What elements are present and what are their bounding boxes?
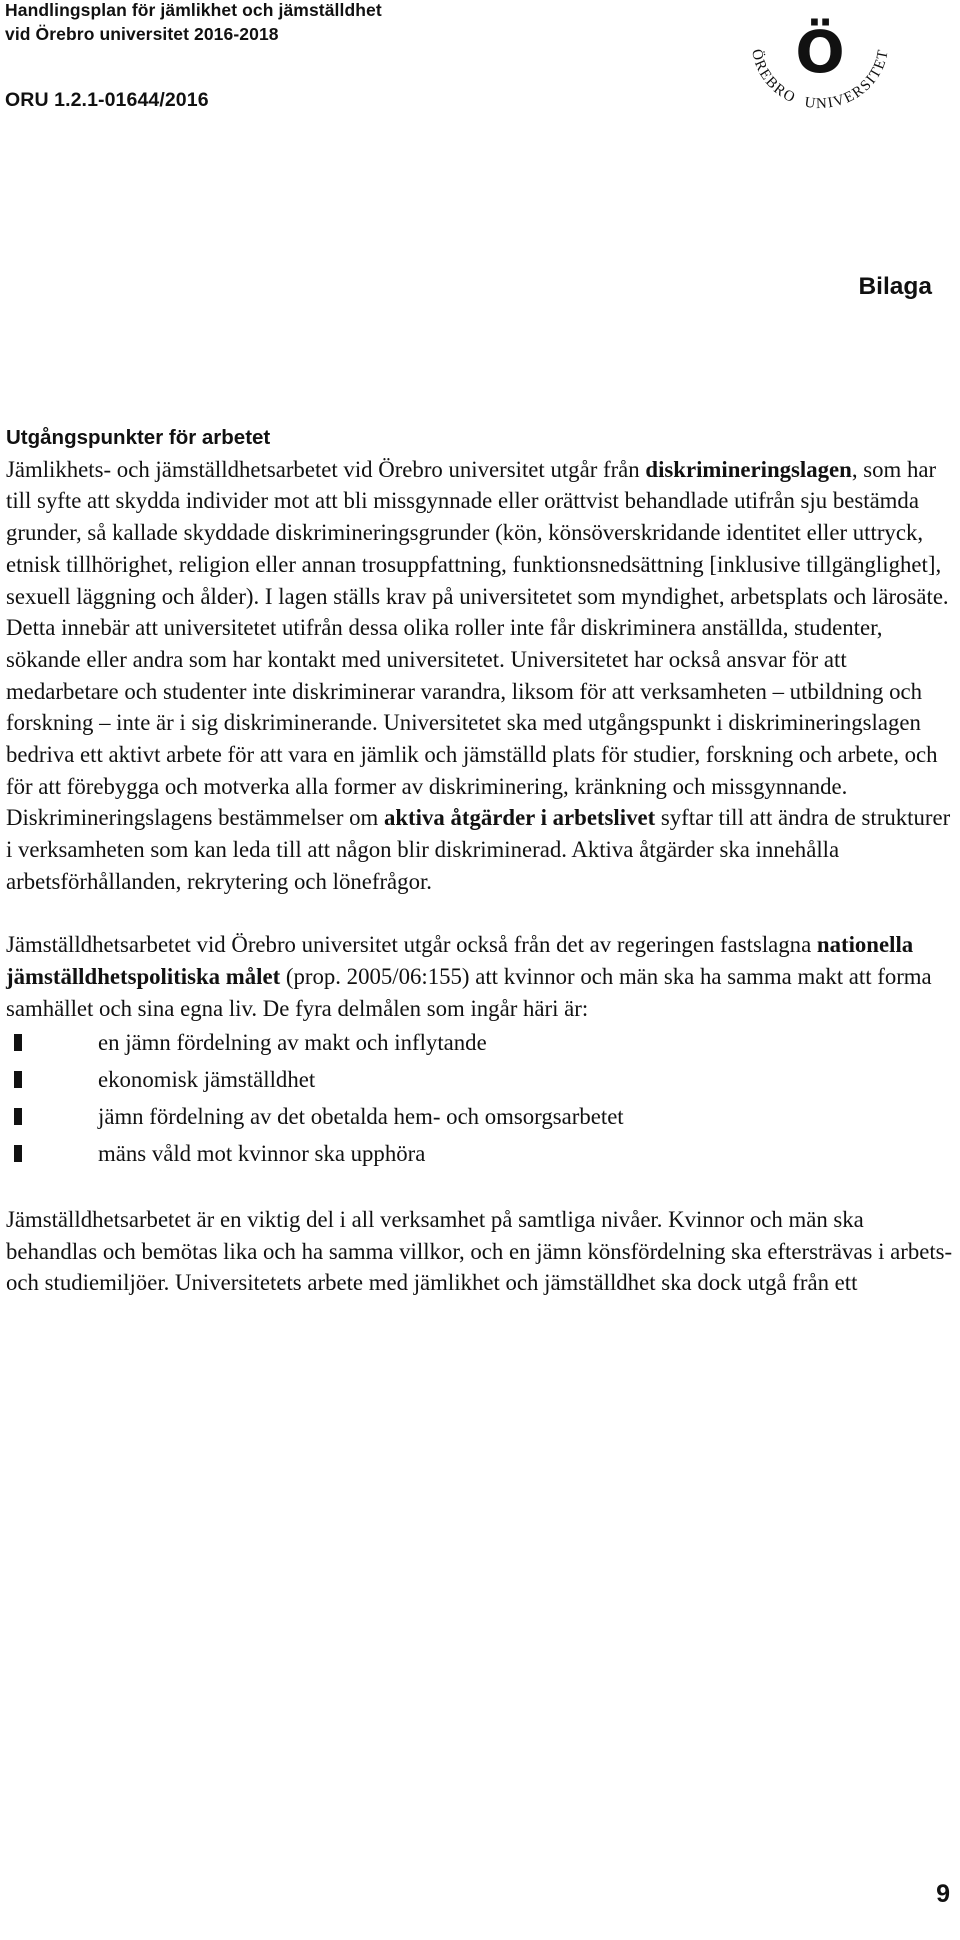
- document-reference-number: ORU 1.2.1-01644/2016: [5, 89, 209, 111]
- paragraph-1-lead: Jämlikhets- och jämställdhetsarbetet vid Örebro universitet utgår från: [6, 456, 646, 482]
- list-item-text: mäns våld mot kvinnor ska upphöra: [98, 1141, 426, 1167]
- logo-text-universitet: UNIVERSITET: [803, 47, 892, 113]
- paragraph-gender-equality-goal: [6, 929, 954, 1024]
- paragraph-1-middle: , som har till syfte att skydda individer mot att bli missgynnade eller orättvist behandlade utifrån sju bestämda grunder, så kallade skyddade diskrimineringsgrunder (kön, könsöverskridande identitet eller uttryck, etnisk tillhörighet, religion eller annan trosuppfattning, funktionsnedsättning [inklusive tillgänglighet], sexuell läggning och ålder). I lagen ställs krav på universitetet som myndighet, arbetsplats och lärosäte. Detta innebär att universitetet utifrån dessa olika roller inte får diskriminera anställda, studenter, sökande eller andra som har kontakt med universitetet. Universitetet har också ansvar för att medarbetare och studenter inte diskriminerar varandra, liksom för att verksamheten – utbildning och forskning – inte är i sig diskriminerande. Universitetet ska med utgångspunkt i diskrimineringslagen bedriva ett aktivt arbete för att vara en jämlik och jämställd plats för studier, forskning och arbete, och för att förebygga och motverka alla former av diskriminering, kränkning och missgynnande. Diskrimineringslagens bestämmelser om: [6, 456, 949, 831]
- list-item: [6, 1061, 954, 1098]
- square-bullet-icon: [14, 1108, 22, 1125]
- paragraph-discrimination-act: [6, 454, 954, 898]
- square-bullet-icon: [14, 1071, 22, 1088]
- list-item: [6, 1098, 954, 1135]
- list-item-text: en jämn fördelning av makt och inflytande: [98, 1030, 487, 1056]
- annex-label: Bilaga: [858, 273, 932, 300]
- list-item-text: jämn fördelning av det obetalda hem- och omsorgsarbetet: [98, 1104, 624, 1130]
- logo-letter: Ö: [795, 18, 845, 86]
- term-national-equality-goal: nationella jämställdhetspolitiska målet: [6, 932, 914, 989]
- square-bullet-icon: [14, 1145, 22, 1162]
- paragraph-equality-work: Jämställdhetsarbetet är en viktig del i all verksamhet på samtliga nivåer. Kvinnor och män ska behandlas och bemötas lika och ha samma villkor, och en jämn könsfördelning ska eftersträvas i arbets- och studiemiljöer. Universitetets arbete med jämlikhet och jämställdhet ska dock utgå från ett: [6, 1207, 953, 1296]
- list-item-text: ekonomisk jämställdhet: [98, 1067, 316, 1093]
- sub-goals-list: [6, 1024, 954, 1172]
- paragraph-2-tail: (prop. 2005/06:155) att kvinnor och män ska ha samma makt att forma samhället och sina egna liv. De fyra delmålen som ingår häri är:: [6, 963, 932, 1021]
- header-title-line2: vid Örebro universitet 2016-2018: [5, 24, 279, 44]
- term-discrimination-act: diskrimineringslagen: [645, 456, 852, 482]
- list-item: [6, 1024, 954, 1061]
- page-number: 9: [936, 1880, 950, 1908]
- list-item: [6, 1135, 954, 1172]
- header-title-line1: Handlingsplan för jämlikhet och jämställdhet: [5, 0, 382, 20]
- section-heading: Utgångspunkter för arbetet: [6, 426, 271, 449]
- paragraph-2-lead: Jämställdhetsarbetet vid Örebro universitet utgår också från det av regeringen fastslagna: [6, 932, 817, 958]
- square-bullet-icon: [14, 1034, 22, 1051]
- term-active-measures: aktiva åtgärder i arbetslivet: [383, 805, 656, 831]
- section-body: [6, 422, 954, 1299]
- logo-text-orebro: ÖREBRO: [748, 47, 799, 107]
- orebro-university-seal-icon: [740, 12, 900, 120]
- paragraph-1-tail: syftar till att ändra de strukturer i verksamheten som kan leda till att någon blir diskriminerad. Aktiva åtgärder ska innehålla arbetsförhållanden, rekrytering och lönefrågor.: [6, 805, 951, 894]
